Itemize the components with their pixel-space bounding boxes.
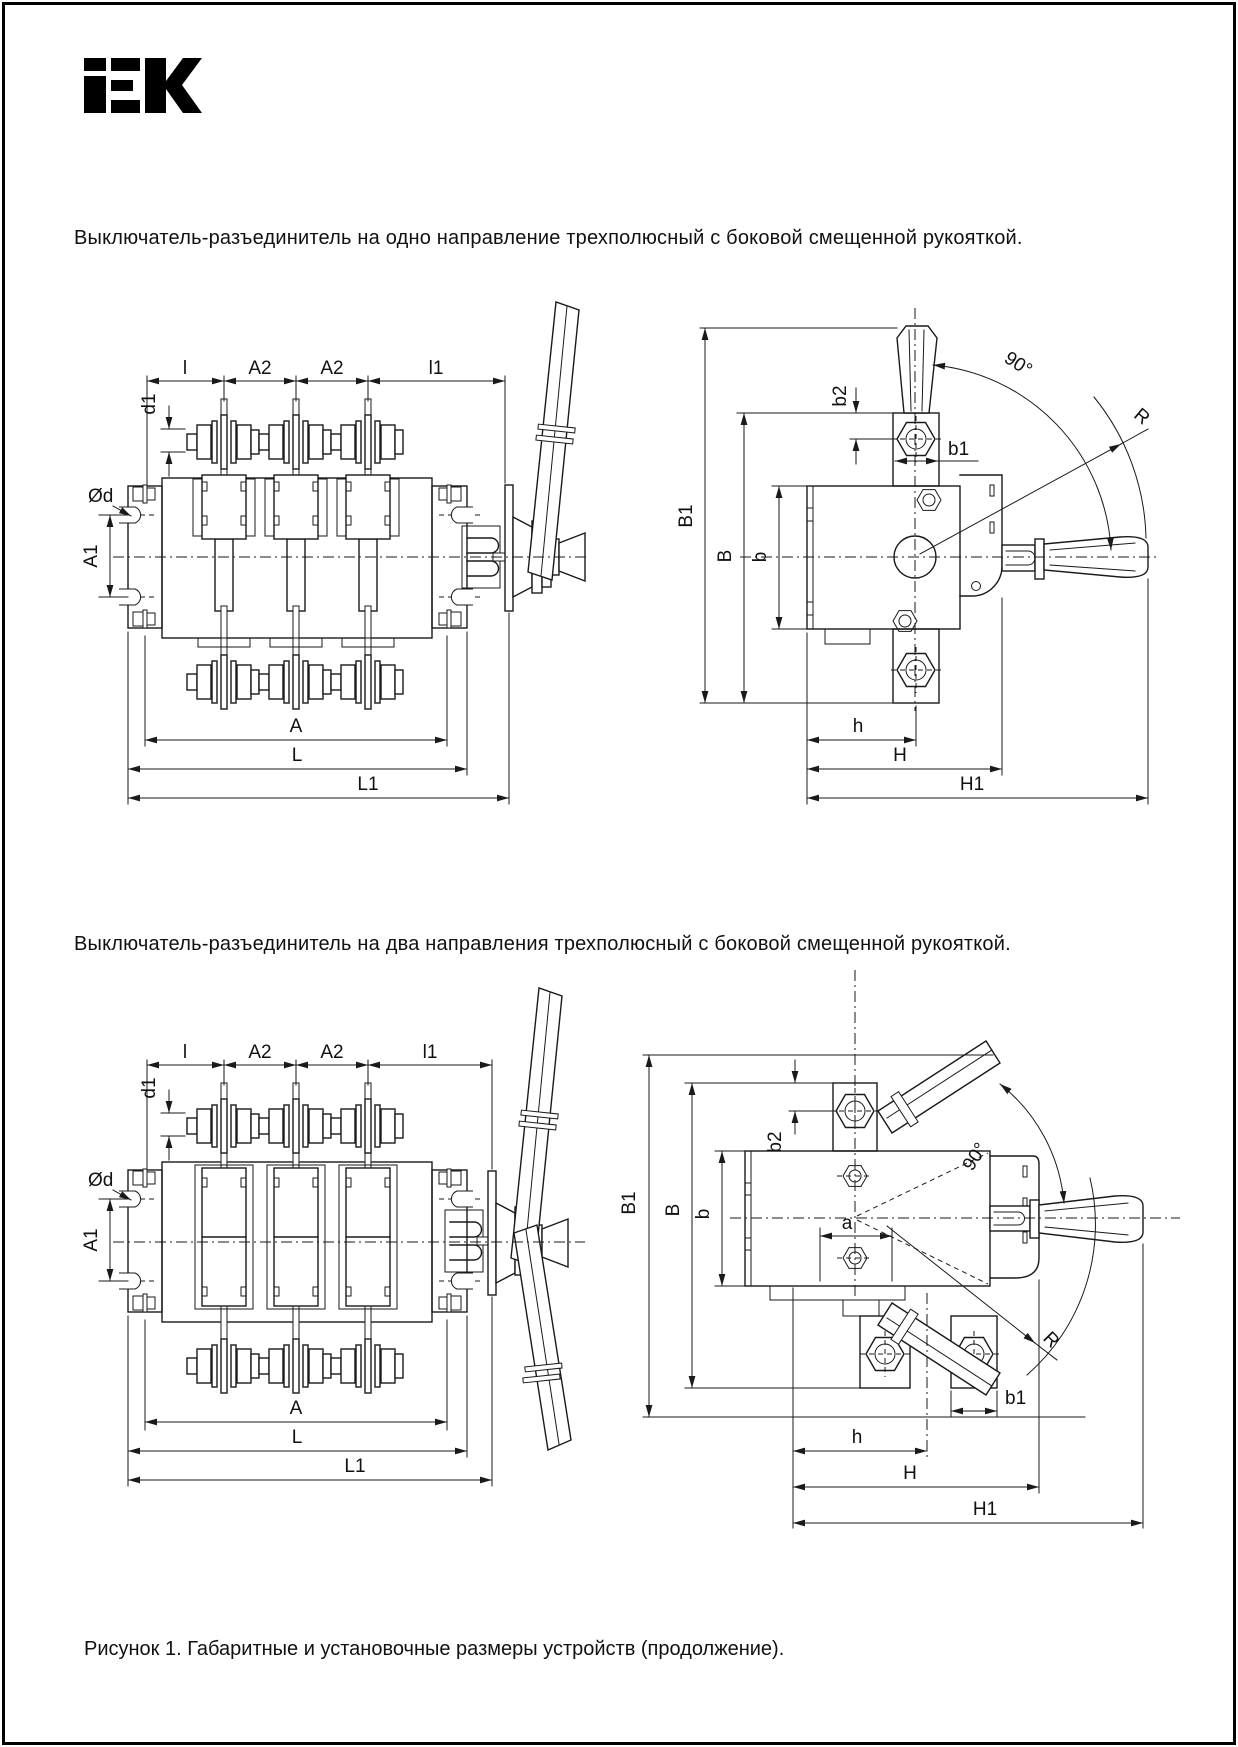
dim-d1: d1 [139,393,160,415]
dim-l: l [182,1042,188,1063]
section-2-title: Выключатель-разъединитель на два направления трехполюсный с боковой смещенной рукояткой. [74,933,1011,955]
dim-H1: H1 [972,1499,998,1520]
dim-a-inner: a [841,1213,853,1234]
dim-a: A [289,716,303,737]
iek-logo-glyphs [84,58,202,113]
dim-b2: b2 [765,1131,786,1153]
dim-r: R [1129,404,1154,430]
dim-r: R [1038,1327,1064,1353]
dim-b1: b1 [1005,1388,1027,1409]
drawing-one-direction-side-view [600,266,1175,818]
dim-a1: A1 [81,544,102,568]
handle-right [990,1196,1143,1243]
dim-B: B [663,1203,684,1217]
iek-logo [84,55,209,117]
device-one-dir-side [740,308,1160,711]
dim-b-body: b [750,551,771,563]
device-two-dir-side [730,970,1180,1458]
dim-B1: B1 [676,504,697,528]
drawing-two-direction-side-view [595,948,1195,1548]
dim-a: A [289,1398,303,1419]
mount-flange [488,1171,496,1295]
dim-B1: B1 [619,1191,640,1215]
dim-l1-overall: L1 [344,1456,366,1477]
dim-a2-2: A2 [320,358,344,379]
dim-b2: b2 [830,385,851,407]
dim-od: Ød [88,1170,114,1191]
mount-flange [505,485,513,611]
contact-blocks [193,475,399,539]
dim-l1: l1 [428,358,444,379]
handle-up [897,326,937,413]
dim-l-overall: L [291,1427,303,1448]
handle-down-diagonal [878,1303,1000,1395]
section-1-title: Выключатель-разъединитель на одно направление трехполюсный с боковой смещенной рукояткой. [74,227,1023,249]
dim-a2-1: A2 [248,358,272,379]
sector-plate [960,475,1002,596]
dim-b1: b1 [948,439,970,460]
dim-od: Ød [88,486,114,507]
dim-B: B [715,549,736,563]
dim-a1: A1 [81,1228,102,1252]
dim-H1: H1 [959,774,985,795]
dim-l: l [182,358,188,379]
dim-H: H [893,745,907,766]
shaft-fork [445,1210,492,1272]
contact-blocks-double [195,1165,397,1309]
dim-l1: l1 [422,1042,438,1063]
dim-b-body: b [693,1208,714,1220]
dim-h: h [851,1427,863,1448]
dim-h: h [852,716,864,737]
figure-caption: Рисунок 1. Габаритные и установочные размеры устройств (продолжение). [84,1638,785,1660]
dim-a2-2: A2 [320,1042,344,1063]
dim-90deg: 90° [958,1139,993,1175]
dim-l-overall: L [291,745,303,766]
dim-d1: d1 [139,1077,160,1099]
dim-a2-1: A2 [248,1042,272,1063]
drawing-two-direction-front-view [81,950,590,1498]
drawing-one-direction-front-view [81,266,590,816]
dimensions-two-dir-side [619,1055,1143,1528]
dim-90deg: 90° [1000,347,1036,382]
dim-H: H [903,1463,917,1484]
dim-l1-overall: L1 [357,774,379,795]
handle-right [1002,537,1148,579]
